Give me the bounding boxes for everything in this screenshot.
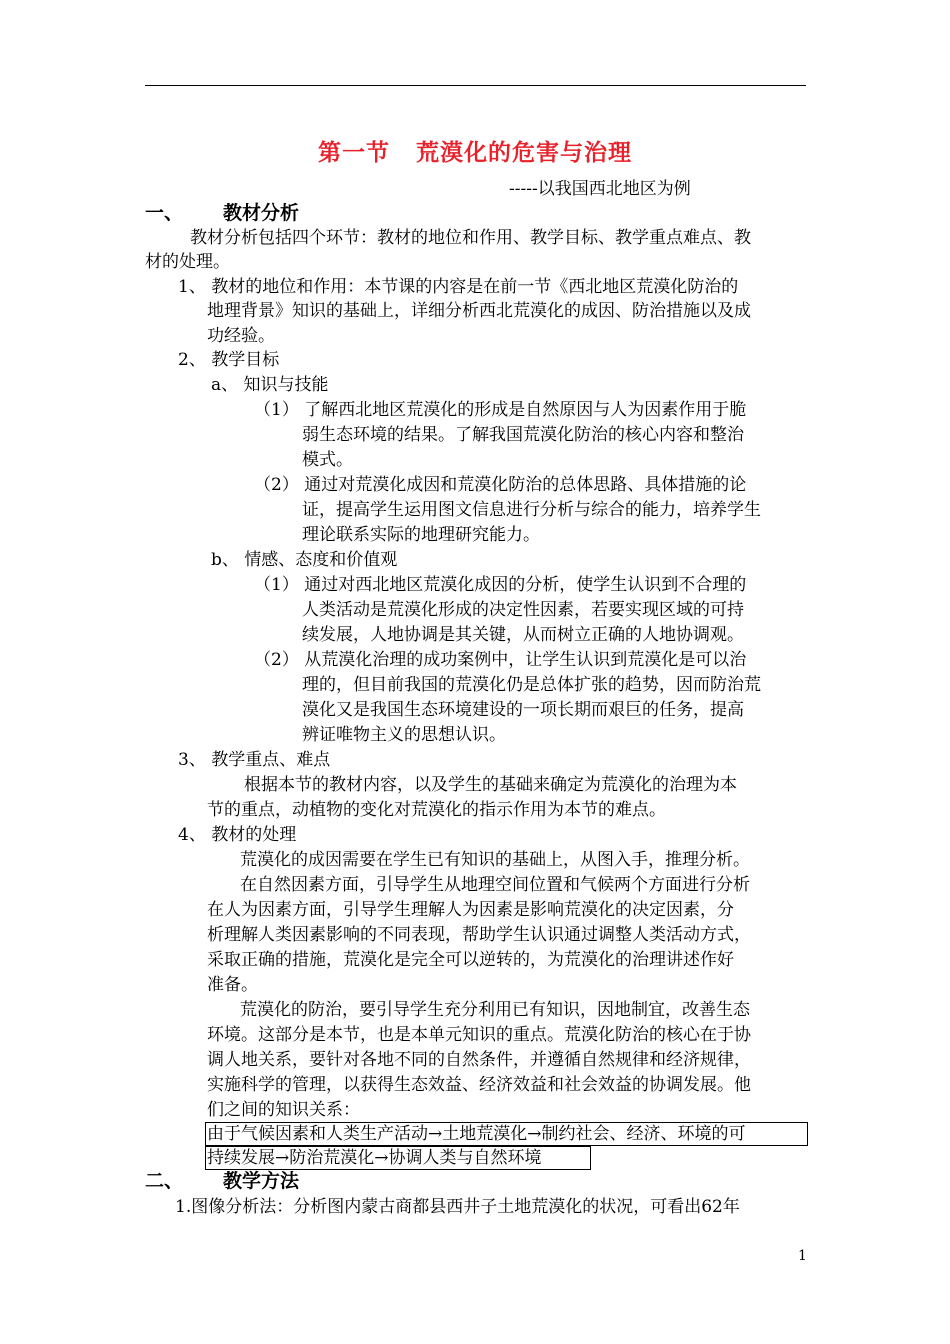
sub-item-line: a、 知识与技能 <box>211 375 329 395</box>
list-item-line: 3、 教学重点、难点 <box>178 750 331 770</box>
header-rule <box>145 85 806 86</box>
title-section: 第一节 <box>318 139 390 166</box>
paragraph-line: 调人地关系，要针对各地不同的自然条件，并遵循自然规律和经济规律， <box>207 1050 751 1070</box>
sub-sub-item-line: 理的，但目前我国的荒漠化仍是总体扩张的趋势，因而防治荒 <box>302 675 761 695</box>
paragraph-line: 荒漠化的防治，要引导学生充分利用已有知识，因地制宜，改善生态 <box>240 1000 750 1020</box>
paragraph-line: 环境。这部分是本节，也是本单元知识的重点。荒漠化防治的核心在于协 <box>207 1025 751 1045</box>
paragraph-line: 教材分析包括四个环节：教材的地位和作用、教学目标、教学重点难点、教 <box>190 228 751 248</box>
paragraph-line: 准备。 <box>207 975 258 995</box>
sub-sub-item-line: （2） 从荒漠化治理的成功案例中，让学生认识到荒漠化是可以治 <box>254 650 747 670</box>
sub-sub-item-line: 辨证唯物主义的思想认识。 <box>302 725 506 745</box>
heading-2 <box>145 1169 299 1193</box>
paragraph-line: 节的重点，动植物的变化对荒漠化的指示作用为本节的难点。 <box>207 800 666 820</box>
paragraph-line: 根据本节的教材内容，以及学生的基础来确定为荒漠化的治理为本 <box>244 775 737 795</box>
knowledge-relation-box-line-2: 持续发展→防治荒漠化→协调人类与自然环境 <box>205 1146 591 1170</box>
paragraph-line: 荒漠化的成因需要在学生已有知识的基础上，从图入手，推理分析。 <box>240 850 750 870</box>
sub-sub-item-line: 模式。 <box>302 450 353 470</box>
page-title <box>0 134 950 167</box>
heading-2-number: 二、 <box>145 1170 184 1192</box>
paragraph-line: 实施科学的管理，以获得生态效益、经济效益和社会效益的协调发展。他 <box>207 1075 751 1095</box>
heading-2-text: 教学方法 <box>223 1170 300 1192</box>
sub-sub-item-line: 续发展，人地协调是其关键，从而树立正确的人地协调观。 <box>302 625 744 645</box>
paragraph-line: 析理解人类因素影响的不同表现，帮助学生认识通过调整人类活动方式， <box>207 925 751 945</box>
sub-sub-item-line: 弱生态环境的结果。了解我国荒漠化防治的核心内容和整治 <box>302 425 744 445</box>
list-item-line: 功经验。 <box>207 326 275 346</box>
sub-item-line: b、 情感、态度和价值观 <box>211 550 398 570</box>
list-item-line: 1、 教材的地位和作用：本节课的内容是在前一节《西北地区荒漠化防治的 <box>178 277 739 297</box>
sub-sub-item-line: 人类活动是荒漠化形成的决定性因素，若要实现区域的可持 <box>302 600 744 620</box>
sub-sub-item-line: 理论联系实际的地理研究能力。 <box>302 525 540 545</box>
title-topic: 荒漠化的危害与治理 <box>416 139 632 166</box>
heading-1-number: 一、 <box>145 202 184 224</box>
sub-sub-item-line: 漠化又是我国生态环境建设的一项长期而艰巨的任务，提高 <box>302 700 744 720</box>
subtitle: -----以我国西北地区为例 <box>509 179 691 199</box>
paragraph-line: 们之间的知识关系： <box>207 1100 360 1120</box>
list-item-line: 2、 教学目标 <box>178 350 280 370</box>
paragraph-line: 在自然因素方面，引导学生从地理空间位置和气候两个方面进行分析 <box>240 875 750 895</box>
list-item-line: 4、 教材的处理 <box>178 825 297 845</box>
paragraph-line: 材的处理。 <box>145 252 230 272</box>
sub-sub-item-line: （1） 了解西北地区荒漠化的形成是自然原因与人为因素作用于脆 <box>254 400 747 420</box>
knowledge-relation-box-line-1: 由于气候因素和人类生产活动→土地荒漠化→制约社会、经济、环境的可 <box>205 1122 808 1146</box>
paragraph-line: 在人为因素方面，引导学生理解人为因素是影响荒漠化的决定因素，分 <box>207 900 734 920</box>
sub-sub-item-line: （1） 通过对西北地区荒漠化成因的分析，使学生认识到不合理的 <box>254 575 747 595</box>
sub-sub-item-line: （2） 通过对荒漠化成因和荒漠化防治的总体思路、具体措施的论 <box>254 475 747 495</box>
paragraph-line: 采取正确的措施，荒漠化是完全可以逆转的，为荒漠化的治理讲述作好 <box>207 950 734 970</box>
heading-1-text: 教材分析 <box>223 202 300 224</box>
list-item-line: 地理背景》知识的基础上，详细分析西北荒漠化的成因、防治措施以及成 <box>207 301 751 321</box>
page-number: 1 <box>798 1248 807 1264</box>
sub-sub-item-line: 证，提高学生运用图文信息进行分析与综合的能力，培养学生 <box>302 500 761 520</box>
heading-1 <box>145 201 299 225</box>
method-line: 1.图像分析法：分析图内蒙古商都县西井子土地荒漠化的状况，可看出62年 <box>175 1197 740 1217</box>
